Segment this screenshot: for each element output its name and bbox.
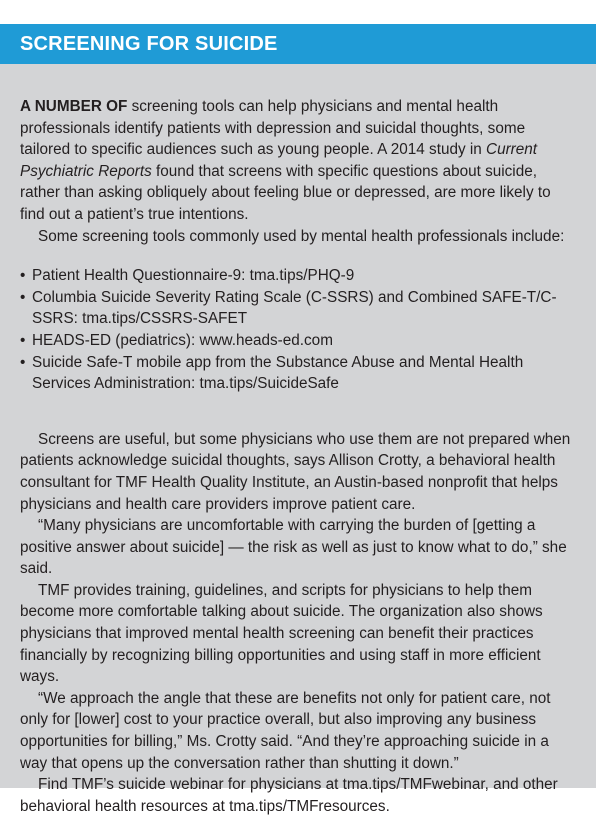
- list-item: • Patient Health Questionnaire-9: tma.tips/PHQ-9: [20, 265, 576, 287]
- spacer: [20, 395, 576, 429]
- bullet-icon: •: [20, 353, 26, 371]
- sidebar-box: [0, 24, 596, 815]
- bullet-icon: •: [20, 288, 26, 306]
- tools-intro: Some screening tools commonly used by mental health professionals include:: [38, 227, 565, 245]
- list-item: • Suicide Safe-T mobile app from the Substance Abuse and Mental Health Services Administration: tma.tips/SuicideSafe: [20, 353, 524, 393]
- body-paragraph: “We approach the angle that these are benefits not only for patient care, not only for [lower] cost to your practice overall, but also improving any business opportunities for billing,” Ms. Crotty said. “And they’re approaching suicide in a way that opens up the conversation rather than shutting it down.”: [20, 689, 551, 772]
- body-paragraph: TMF provides training, guidelines, and scripts for physicians to help them become more comfortable talking about suicide. The organization also shows physicians that improved mental health screening can benefit their practices financially by recognizing billing opportunities and using staff in more efficient ways.: [20, 581, 543, 686]
- sidebar-content: [0, 64, 596, 817]
- sidebar-header: [0, 24, 596, 64]
- intro-paragraph: [20, 96, 576, 226]
- journal-title: Current Psychiatric Reports: [20, 141, 538, 180]
- tools-list: [20, 265, 576, 395]
- list-item: • Columbia Suicide Severity Rating Scale (C-SSRS) and Combined SAFE-T/C-SSRS: tma.tips/CSSRS-SAFET: [20, 288, 557, 328]
- bullet-icon: •: [20, 331, 26, 349]
- lead-in: A NUMBER OF: [20, 98, 128, 115]
- body-paragraph: Screens are useful, but some physicians who use them are not prepared when patients acknowledge suicidal thoughts, says Allison Crotty, a behavioral health consultant for TMF Health Quality Institute, an Austin-based nonprofit that helps physicians and health care providers improve patient care.: [20, 430, 571, 513]
- bullet-icon: •: [20, 267, 26, 285]
- sidebar-title: SCREENING FOR SUICIDE: [20, 32, 278, 55]
- list-item: • HEADS-ED (pediatrics): www.heads-ed.com: [20, 330, 576, 352]
- intro-text-1: screening tools can help physicians and mental health professionals identify patients with depression and suicidal thoughts, some tailored to specific audiences such as young people. A 2014 study in: [20, 98, 526, 159]
- body-paragraph: Find TMF’s suicide webinar for physicians at tma.tips/TMFwebinar, and other behavioral health resources at tma.tips/TMFresources.: [20, 776, 558, 815]
- body-paragraph: “Many physicians are uncomfortable with carrying the burden of [getting a positive answer about suicide] — the risk as well as just to know what to do,” she said.: [20, 517, 567, 578]
- intro-text-2: found that screens with specific questions about suicide, rather than asking obliquely about feeling blue or depressed, are more likely to find out a patient’s true intentions.: [20, 162, 551, 223]
